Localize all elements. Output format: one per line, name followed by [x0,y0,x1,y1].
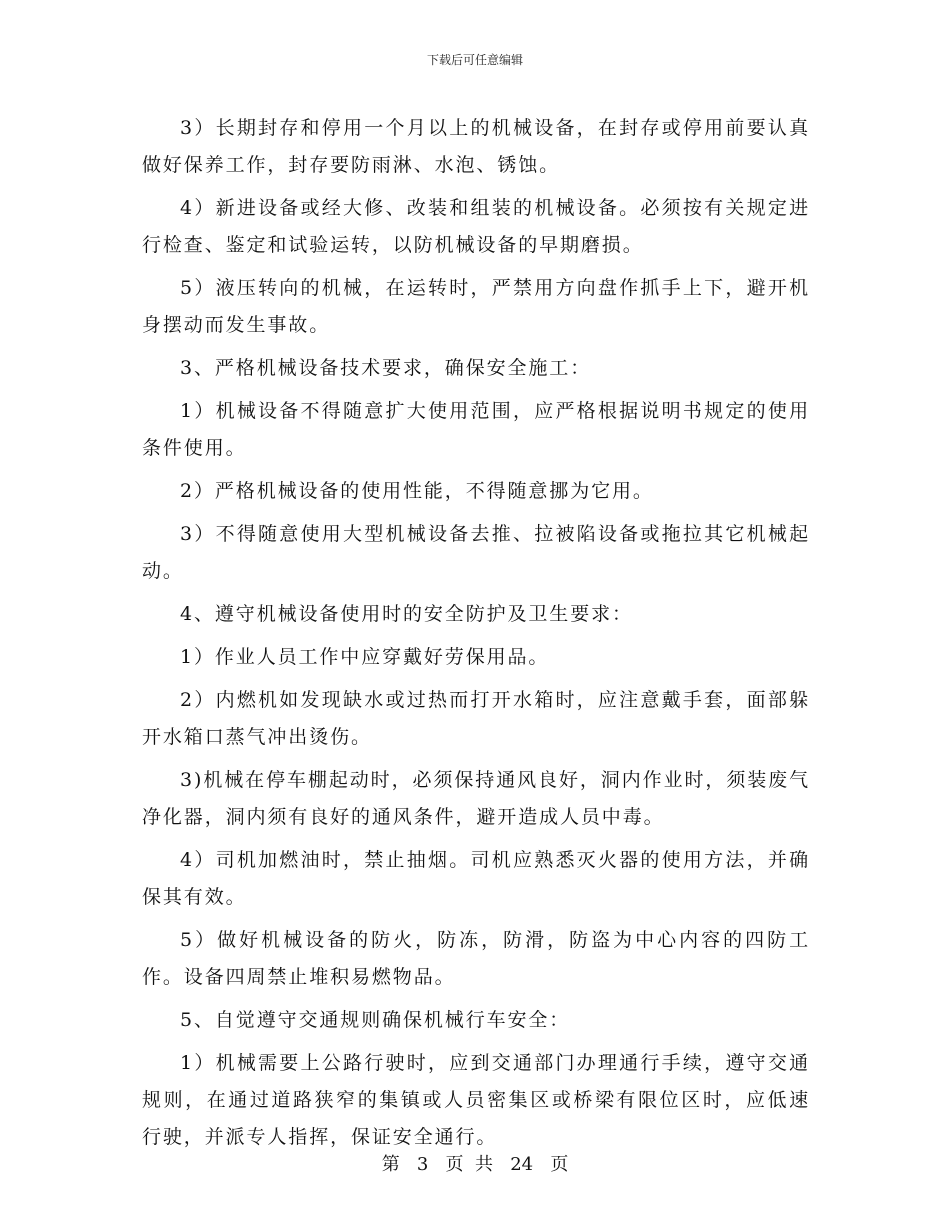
paragraph: 1）机械设备不得随意扩大使用范围，应严格根据说明书规定的使用条件使用。 [142,400,810,459]
page-header [0,52,950,68]
paragraph: 2）内燃机如发现缺水或过热而打开水箱时，应注意戴手套，面部躲开水箱口蒸气冲出烫伤。 [142,689,810,748]
paragraph: 1）作业人员工作中应穿戴好劳保用品。 [180,646,550,668]
paragraph: 5）液压转向的机械，在运转时，严禁用方向盘作抓手上下，避开机身摆动而发生事故。 [142,277,810,336]
paragraph: 4）新进设备或经大修、改装和组装的机械设备。必须按有关规定进行检查、鉴定和试验运转，以防机械设备的早期磨损。 [142,197,810,256]
footer-suffix: 页 [550,1154,569,1175]
page-footer [0,1153,950,1177]
total-pages-number: 24 [510,1154,534,1175]
section-heading: 3、严格机械设备技术要求，确保安全施工： [180,357,592,379]
paragraph: 3）长期封存和停用一个月以上的机械设备，在封存或停用前要认真做好保养工作，封存要防雨淋、水泡、锈蚀。 [142,117,810,176]
section-heading: 5、自觉遵守交通规则确保机械行车安全： [180,1009,571,1031]
section-heading: 4、遵守机械设备使用时的安全防护及卫生要求： [180,603,633,625]
paragraph: 3)机械在停车棚起动时，必须保持通风良好，洞内作业时，须装废气净化器，洞内须有良好的通风条件，避开造成人员中毒。 [142,769,810,828]
current-page-number: 3 [416,1154,429,1175]
paragraph: 1）机械需要上公路行驶时，应到交通部门办理通行手续，遵守交通规则，在通过道路狭窄的集镇或人员密集区或桥梁有限位区时，应低速行驶，并派专人指挥，保证安全通行。 [142,1052,810,1148]
paragraph: 2）严格机械设备的使用性能，不得随意挪为它用。 [180,480,654,502]
document-body [142,110,810,1162]
paragraph: 5）做好机械设备的防火，防冻，防滑，防盗为中心内容的四防工作。设备四周禁止堆积易燃物品。 [142,929,810,988]
paragraph: 4）司机加燃油时，禁止抽烟。司机应熟悉灭火器的使用方法，并确保其有效。 [142,849,810,908]
footer-prefix: 第 [381,1154,400,1175]
paragraph: 3）不得随意使用大型机械设备去推、拉被陷设备或拖拉其它机械起动。 [142,523,810,582]
header-text: 下载后可任意编辑 [426,53,523,67]
footer-middle: 页 共 [445,1154,493,1175]
